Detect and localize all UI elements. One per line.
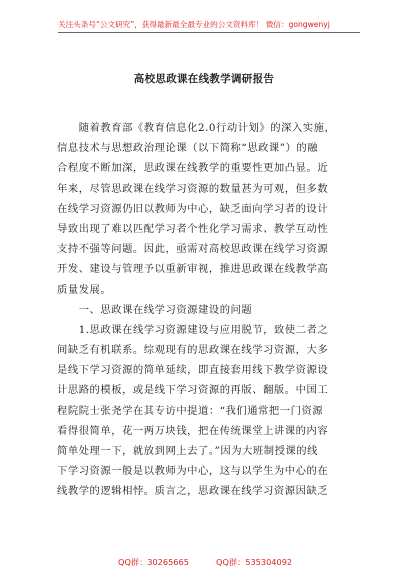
body-line: 导致出现了难以匹配学习者个性化学习需求、教学互动性 bbox=[57, 222, 329, 235]
body-line: 是线下学习资源的简单延续，即直接套用线下教学资源设 bbox=[57, 364, 329, 377]
document-body bbox=[57, 118, 357, 502]
footer-qq-group-2: QQ群：535304092 bbox=[216, 557, 293, 567]
page-title: 高校思政课在线教学调研报告 bbox=[133, 73, 275, 85]
body-line: 在线学习资源仍旧以教师为中心，缺乏面向学习者的设计 bbox=[57, 202, 329, 215]
body-line: 合程度不断加深，思政课在线教学的重要性更加凸显。近 bbox=[57, 162, 329, 175]
body-line: 支持不强等问题。因此，亟需对高校思政课在线学习资源 bbox=[57, 243, 329, 256]
body-line: 计思路的模板，或是线下学习资源的再版、翻版。中国工 bbox=[57, 384, 329, 397]
body-line: 1.思政课在线学习资源建设与应用脱节，致使二者之 bbox=[57, 323, 329, 336]
body-line: 程院院士张尧学在其专访中提道：“我们通常把一门资源 bbox=[57, 404, 324, 417]
body-line: 简单处理一下，就放到网上去了。”因为大班制授课的线 bbox=[57, 445, 318, 457]
body-line: 质量发展。 bbox=[57, 283, 112, 296]
section-heading: 一、思政课在线学习资源建设的问题 bbox=[57, 303, 253, 316]
body-line: 看得很简单，花一两万块钱，把在传统课堂上讲课的内容 bbox=[57, 424, 329, 437]
body-line: 间缺乏有机联系。综观现有的思政课在线学习资源，大多 bbox=[57, 344, 329, 357]
body-line: 线教学的逻辑相悖。质言之，思政课在线学习资源因缺乏 bbox=[57, 485, 329, 498]
body-line: 信息技术与思想政治理论课（以下简称“思政课”）的融 bbox=[57, 142, 319, 155]
header-divider bbox=[58, 32, 360, 33]
footer-qq-group-1: QQ群：30265665 bbox=[118, 557, 189, 567]
body-line: 年来，尽管思政课在线学习资源的数量甚为可观，但多数 bbox=[57, 182, 329, 195]
header-note: 关注头条号“公文研究”，获得最新最全最专业的公文资料库！ 微信：gongwenyj bbox=[58, 20, 330, 29]
body-line: 下学习资源一般是以教师为中心，这与以学生为中心的在 bbox=[57, 465, 329, 478]
body-line: 随着教育部《教育信息化2.0行动计划》的深入实施， bbox=[57, 122, 336, 134]
body-line: 开发、建设与管理予以重新审视，推进思政课在线教学高 bbox=[57, 263, 329, 276]
